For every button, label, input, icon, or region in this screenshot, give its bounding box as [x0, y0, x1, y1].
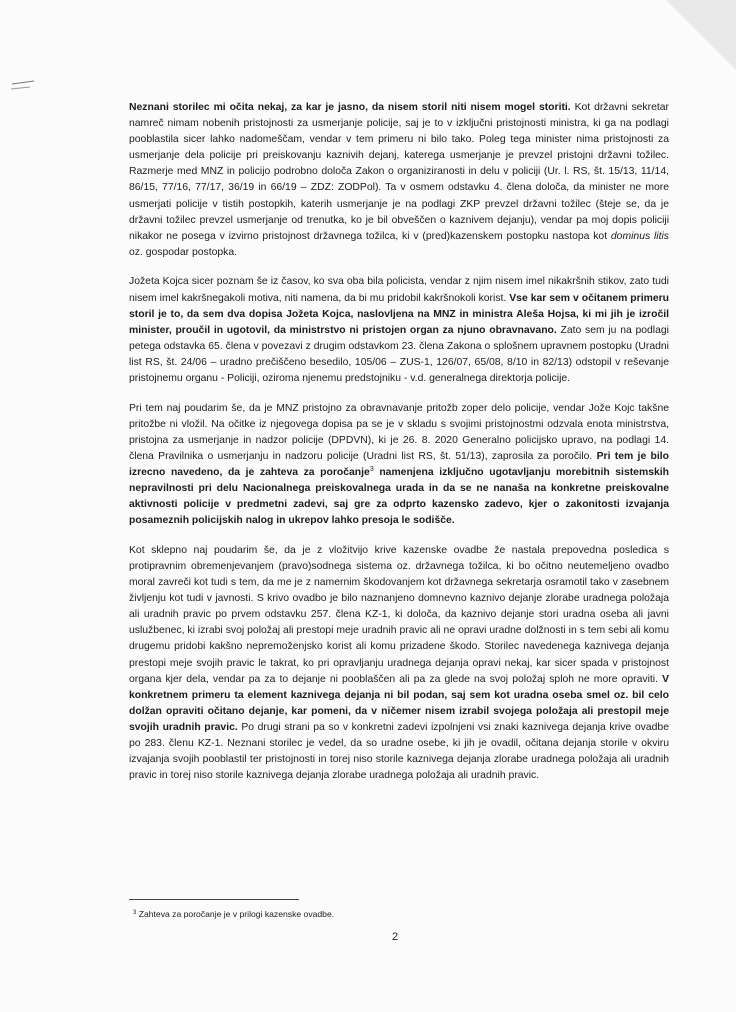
- bold-text: Pri tem je bilo izrecno navedeno, da je zahteva za poročanje: [129, 450, 669, 478]
- italic-text: dominus litis: [610, 230, 669, 242]
- paragraph: [129, 274, 669, 387]
- paragraph: [129, 543, 669, 784]
- paragraph: [129, 401, 669, 530]
- page-corner-fold: [666, 0, 736, 70]
- text-run: Kot sklepno naj poudarim še, da je z vložitvijo krive kazenske ovadbe že nastala prepovedna posledica s protipravnim obremenjevanjem (pravo)sodnega sistema oz. državnega tožilca, ki bo očitno neutemeljeno ovadbo moral zavreči kot tudi s tem, da me je z namernim škodovanjem kot državnega sekretarja osramotil tako v zasebnem življenju kot tudi v javnosti. S krivo ovadbo je bilo naznanjeno domnevno kaznivo dejanje zlorabe uradnega položaja ali uradnih pravic po prvem odstavku 257. člena KZ-1, ki določa, da kaznivo dejanje stori uradna oseba ali javni uslužbenec, ki izrabi svoj položaj ali prestopi meje uradnih pravic ali ne opravi uradne dolžnosti in s tem sebi ali komu drugemu pridobi kakšno nepremoženjsko korist ali komu prizadene škodo. Storilec navedenega kaznivega dejanja prestopi meje svojih pravic le takrat, ko pri opravljanju uradnega dejanja opravi nekaj, kar sicer spada v pristojnost organa kjer dela, vendar pa za to dejanje ni pooblaščen ali pa za glede na svoj položaj sploh ne more opraviti.: [129, 544, 669, 685]
- page-number: 2: [392, 931, 399, 943]
- scan-mark-icon: [10, 80, 36, 92]
- bold-text: Neznani storilec mi očita nekaj, za kar je jasno, da nisem storil niti nisem mogel storiti.: [129, 102, 571, 113]
- text-run: oz. gospodar postopka.: [129, 246, 238, 258]
- footnote: [133, 908, 653, 920]
- text-run: Zato sem ju na podlagi petega odstavka 65. člena v povezavi z drugim odstavkom 23. člena Zakona o splošnem upravnem postopku (Uradni list RS, št. 24/06 – uradno prečiščeno besedilo, 105/06 – ZUS-1, 126/07, 65/08, 8/10 in 82/13) odstopil v reševanje pristojnemu organu - Policiji, oziroma njenemu predstojniku - v.d. generalnega direktorja policije.: [129, 324, 669, 384]
- footnote-reference: 3: [369, 465, 374, 473]
- footnote-text: Zahteva za poročanje je v prilogi kazenske ovadbe.: [136, 909, 335, 919]
- document-body: [129, 100, 669, 798]
- bold-text: namenjena izključno ugotavljanju morebitnih sistemskih nepravilnosti pri delu Nacionalnega preiskovalnega urada in da se ne nanaša na konkretne preiskovalne aktivnosti policije v predmetni zadevi, saj gre za odprto kazensko zadevo, kjer o zakonitosti izvajanja posameznih policijskih nalog in ukrepov lahko presoja le sodišče.: [129, 466, 669, 527]
- footnote-divider: [129, 899, 299, 900]
- text-run: Jožeta Kojca sicer poznam še iz časov, ko sva oba bila policista, vendar z njim nisem imel nikakršnih stikov, zato tudi nisem imel kakršnegakoli motiva, niti namena, da bi mu pridobil kakršnokoli korist.: [129, 276, 669, 304]
- text-run: Po drugi strani pa so v konkretni zadevi izpolnjeni vsi znaki kaznivega dejanja krive ovadbe po 283. členu KZ-1. Neznani storilec je vedel, da so uradne osebe, ki jih je ovadil, očitana dejanja storile v okviru izvajanja svojih pooblastil ter pristojnosti in torej niso storile kaznivega dejanja zlorabe uradnega položaja ali uradnih pravic in torej niso storile kaznivega dejanja zlorabe uradnega položaja ali uradnih pravic.: [129, 721, 669, 782]
- footnote-marker: 3: [133, 910, 137, 916]
- bold-text: V konkretnem primeru ta element kaznivega dejanja ni bil podan, saj sem kot uradna oseba smel oz. bil celo dolžan opraviti očitano dejanje, kar pomeni, da v ničemer nisem izrabil svojega položaja ali prestopil meje svojih uradnih pravic.: [129, 673, 669, 733]
- bold-text: Vse kar sem v očitanem primeru storil je to, da sem dva dopisa Jožeta Kojca, naslovljena na MNZ in ministra Aleša Hojsa, ki mi jih je izročil minister, proučil in ugotovil, da ministrstvo ni pristojen organ za njuno obravnavano.: [129, 292, 669, 336]
- text-run: Pri tem naj poudarim še, da je MNZ pristojno za obravnavanje pritožb zoper delo policije, vendar Jože Kojc takšne pritožbe ni vložil. Na očitke iz njegovega dopisa pa se je v skladu s svojimi pristojnostmi odzvala enota ministrstva, pristojna za usmerjanje in nadzor policije (DPDVN), ki je 26. 8. 2020 Generalno policijsko upravo, na podlagi 14. člena Pravilnika o usmerjanju in nadzoru policije (Uradni list RS, št. 51/13), zaprosila za poročilo.: [129, 402, 669, 462]
- paragraph: [129, 100, 669, 261]
- text-run: Kot državni sekretar namreč nimam nobenih pristojnosti za usmerjanje policije, saj je to v izključni pristojnosti ministra, ki ga na podlagi pooblastila sicer lahko nadomeščam, vendar v tem primeru ni bilo tako. Poleg tega minister nima pristojnosti za usmerjanje dela policije pri preiskovanju kaznivih dejanj, katerega usmerjanje je prevzel pristojni državni tožilec. Razmerje med MNZ in policijo podrobno določa Zakon o organiziranosti in delu v policiji (Ur. l. RS, št. 15/13, 11/14, 86/15, 77/16, 77/17, 36/19 in 66/19 – ZDZ: ZODPol). Ta v osmem odstavku 4. člena določa, da minister ne more usmerjati policije v tistih postopkih, katerih usmerjanje je na podlagi ZKP prevzel državni tožilec (šteje se, da je državni tožilec prevzel usmerjanje od trenutka, ko je bil obveščen o kaznivem dejanju), vendar pa moj dopis policiji nikakor ne posega v izvirno pristojnost državnega tožilca, ki v (pred)kazenskem postopku nastopa kot: [129, 102, 669, 242]
